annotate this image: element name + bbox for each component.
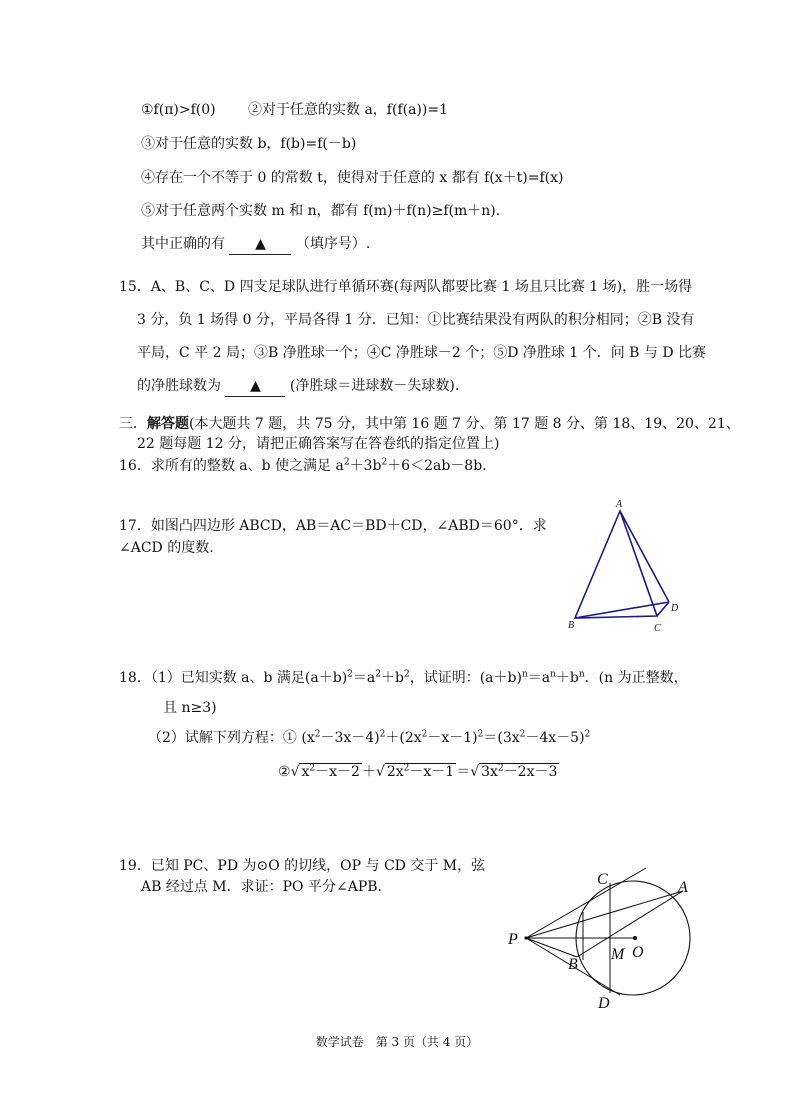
q15-line3: 平局，C 平 2 局；③B 净胜球一个；④C 净胜球－2 个；⑤D 净胜球 1 个．问 B 与 D 比赛 bbox=[137, 345, 707, 361]
q15-line4 bbox=[137, 376, 459, 397]
q18-p1-e: ＝a bbox=[527, 670, 551, 686]
q18-p2-d: －x－1) bbox=[427, 730, 478, 746]
q18-exp: 2 bbox=[314, 729, 321, 740]
label-m: M bbox=[611, 946, 625, 963]
section3-prefix: 三． bbox=[119, 416, 147, 432]
answer-line-14 bbox=[141, 234, 370, 255]
q16 bbox=[119, 456, 487, 476]
q18-exp: 2 bbox=[309, 763, 316, 774]
figure-circle-tangents bbox=[500, 860, 710, 1020]
section3-line2: 22 题每题 12 分，请把正确答案写在答卷纸的指定位置上) bbox=[137, 436, 500, 452]
q18-p1-b: ＝a bbox=[352, 670, 376, 686]
q15-line4-prefix: 的净胜球数为 bbox=[137, 378, 221, 394]
answer-suffix: （填序号）. bbox=[295, 236, 371, 252]
sqrt-sign: √ bbox=[470, 764, 480, 780]
q16-part2: ＋6＜2ab－8b. bbox=[387, 458, 487, 474]
statement-1: ①f(π)>f(0) bbox=[141, 102, 216, 118]
q18-exp: 2 bbox=[477, 729, 484, 740]
segment-pa bbox=[526, 891, 683, 938]
q18-part1-line2: 且 n≥3) bbox=[163, 700, 217, 716]
section3-title: 解答题 bbox=[147, 416, 189, 432]
label-o: O bbox=[632, 944, 644, 961]
q16-exp-2: 2 bbox=[381, 457, 388, 468]
label-b: B bbox=[568, 620, 575, 631]
label-c: C bbox=[597, 871, 608, 888]
q15-answer-blank: ▲ bbox=[225, 376, 285, 397]
q18-exp-n: n bbox=[578, 669, 585, 680]
q18-p2-f: －4x－5) bbox=[525, 730, 585, 746]
q18-p1-c: ＋b bbox=[381, 670, 404, 686]
q15-line1: 15．A、B、C、D 四支足球队进行单循环赛(每两队都要比赛 1 场且只比赛 1 场)，胜一场得 bbox=[119, 279, 693, 295]
q17-line1: 17．如图凸四边形 ABCD，AB＝AC＝BD＋CD，∠ABD＝60°．求 bbox=[119, 518, 547, 534]
q18-exp: 2 bbox=[379, 729, 386, 740]
radicand-2 bbox=[385, 763, 456, 780]
section3-desc: (本大题共 7 题，共 75 分，其中第 16 题 7 分、第 17 题 8 分、第 18、19、20、21、 bbox=[189, 416, 740, 432]
q17-line2: ∠ACD 的度数. bbox=[119, 540, 214, 556]
plus-sign: ＋ bbox=[361, 764, 376, 780]
radicand-3-rest: －2x－3 bbox=[503, 764, 558, 780]
radicand-1 bbox=[299, 763, 361, 780]
equals-sign: ＝ bbox=[456, 764, 471, 780]
q18-p2-b: －3x－4) bbox=[320, 730, 380, 746]
radicand-2-rest: －x－1 bbox=[409, 764, 455, 780]
label-a: A bbox=[616, 499, 623, 510]
statement-4: ④存在一个不等于 0 的常数 t，使得对于任意的 x 都有 f(x＋t)=f(x) bbox=[141, 170, 564, 186]
q18-exp: 2 bbox=[519, 729, 526, 740]
point-o bbox=[633, 936, 637, 940]
q15-line4-suffix: (净胜球＝进球数－失球数). bbox=[289, 378, 460, 394]
q18-p2-c: ＋(2x bbox=[385, 730, 422, 746]
q18-exp: 2 bbox=[375, 669, 381, 680]
q18-p1-g: ．(n 为正整数， bbox=[584, 670, 688, 686]
label-p: P bbox=[508, 931, 518, 948]
q18-exp: 2 bbox=[584, 729, 591, 740]
label-c: C bbox=[654, 623, 661, 634]
radicand-1-x: x bbox=[301, 764, 310, 780]
sqrt-sign: √ bbox=[290, 764, 300, 780]
q18-p1-a: 18．（1）已知实数 a、b 满足(a＋b) bbox=[119, 670, 348, 686]
q18-exp: 2 bbox=[347, 669, 353, 680]
point-p bbox=[524, 936, 527, 939]
q18-p1-d: ，试证明：(a＋b) bbox=[409, 670, 522, 686]
segment-pb bbox=[526, 938, 577, 957]
q19-line1: 19．已知 PC、PD 为⊙O 的切线，OP 与 CD 交于 M，弦 bbox=[119, 858, 486, 874]
radicand-3-x: 3x bbox=[481, 764, 498, 780]
statement-3: ③对于任意的实数 b，f(b)=f(－b) bbox=[141, 136, 357, 152]
label-a: A bbox=[678, 879, 688, 896]
figure-quadrilateral bbox=[560, 495, 690, 635]
q16-exp-1: 2 bbox=[343, 457, 350, 468]
sqrt-sign: √ bbox=[375, 764, 385, 780]
section3-line1 bbox=[119, 414, 740, 434]
q19-line2: AB 经过点 M．求证：PO 平分∠APB. bbox=[141, 879, 382, 895]
q15-line2: 3 分，负 1 场得 0 分，平局各得 1 分．已知：①比赛结果没有两队的积分相同；②B 没有 bbox=[137, 312, 695, 328]
tangent-pc bbox=[526, 868, 646, 938]
q18-exp-n: n bbox=[550, 669, 556, 680]
radicand-3 bbox=[479, 763, 559, 780]
q18-p2-e: ＝(3x bbox=[483, 730, 520, 746]
radicand-2-x: 2x bbox=[386, 764, 404, 780]
answer-prefix: 其中正确的有 bbox=[141, 236, 225, 252]
q18-part2-eq2 bbox=[278, 762, 559, 782]
page-footer: 数学试卷 第 3 页（共 4 页） bbox=[315, 1035, 479, 1049]
q18-exp: 2 bbox=[497, 763, 504, 774]
q16-prefix: 16．求所有的整数 a、b 使之满足 a bbox=[119, 458, 344, 474]
statement-5: ⑤对于任意两个实数 m 和 n，都有 f(m)＋f(n)≥f(m＋n). bbox=[141, 203, 501, 219]
triangle-abc bbox=[575, 511, 657, 618]
q18-exp-n: n bbox=[521, 669, 528, 680]
label-d: D bbox=[598, 995, 610, 1012]
q18-exp: 2 bbox=[421, 729, 428, 740]
segment-ad bbox=[620, 511, 669, 602]
q18-p1-f: ＋b bbox=[555, 670, 579, 686]
label-b: B bbox=[568, 956, 578, 973]
q18-exp: 2 bbox=[403, 669, 410, 680]
q18-p2-a: （2）试解下列方程：① (x bbox=[148, 730, 315, 746]
q18-part2-eq1 bbox=[148, 728, 590, 748]
label-d: D bbox=[671, 603, 679, 614]
q18-eq2-prefix: ② bbox=[278, 764, 291, 780]
q18-part1-line1 bbox=[119, 668, 688, 688]
q16-part1: ＋3b bbox=[349, 458, 382, 474]
statement-2: ②对于任意的实数 a，f(f(a))=1 bbox=[248, 102, 448, 118]
chord-ab bbox=[577, 891, 683, 957]
radicand-1-rest: －x－2 bbox=[315, 764, 360, 780]
answer-blank: ▲ bbox=[229, 234, 291, 255]
q18-exp: 2 bbox=[403, 763, 410, 774]
